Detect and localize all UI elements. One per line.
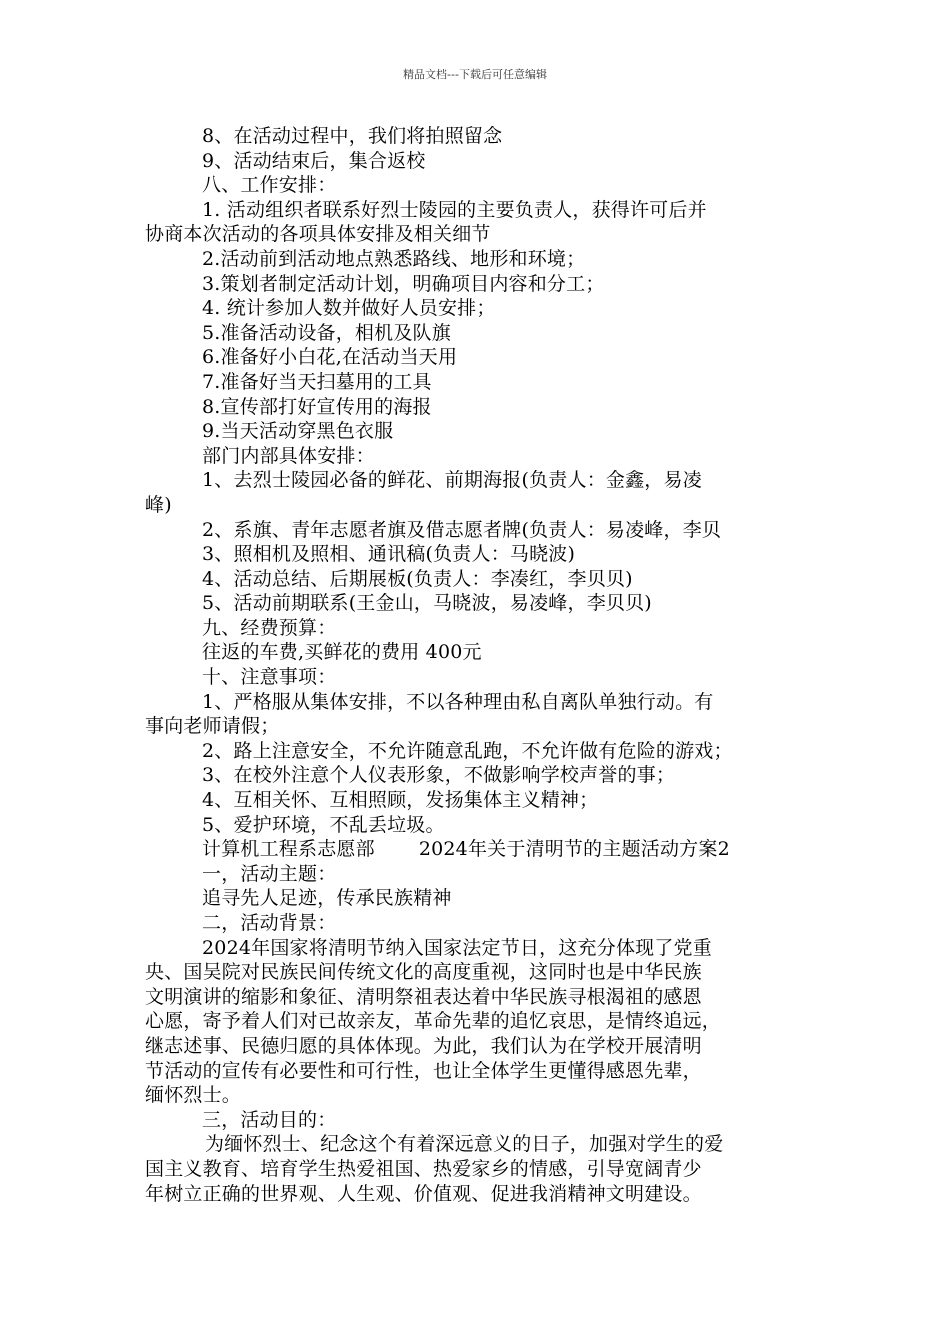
text-line: 事向老师请假；	[145, 715, 280, 738]
text-line: 国主义教育、培育学生热爱祖国、热爱家乡的情感，引导宽阔青少	[145, 1157, 702, 1180]
text-line: 缅怀烈士。	[145, 1084, 242, 1107]
text-line: 4、互相关怀、互相照顾，发扬集体主义精神；	[202, 789, 599, 812]
text-line: 心愿，寄予着人们对已故亲友，革命先辈的追忆哀思，是情终追远，	[145, 1010, 722, 1033]
text-line: 协商本次活动的各项具体安排及相关细节	[145, 223, 491, 246]
text-line: 峰)	[145, 493, 172, 516]
document-body	[145, 124, 815, 1206]
section-heading: 八、工作安排：	[202, 174, 337, 197]
document-title: 2024年关于清明节的主题活动方案2	[418, 838, 730, 861]
text-line: 4. 统计参加人数并做好人员安排；	[202, 297, 496, 320]
text-line: 5、爱护环境，不乱丢垃圾。	[202, 813, 445, 836]
section-heading: 九、经费预算：	[202, 616, 337, 639]
text-line: 2024年国家将清明节纳入国家法定节日，这充分体现了党重	[202, 936, 712, 959]
text-line: 年树立正确的世界观、人生观、价值观、促进我消精神文明建设。	[145, 1182, 702, 1205]
text-line: 1、去烈士陵园必备的鲜花、前期海报(负责人：金鑫，易凌	[202, 469, 702, 492]
text-line: 6.准备好小白花,在活动当天用	[202, 346, 458, 369]
text-line: 2、系旗、青年志愿者旗及借志愿者牌(负责人：易凌峰，李贝	[202, 518, 722, 541]
text-line: 往返的车费,买鲜花的费用 400元	[202, 641, 482, 664]
text-line: 1、严格服从集体安排，不以各种理由私自离队单独行动。有	[202, 690, 714, 713]
text-line: 4、活动总结、后期展板(负责人：李凑红，李贝贝)	[202, 567, 633, 590]
text-line: 节活动的宣传有必要性和可行性，也让全体学生更懂得感恩先辈，	[145, 1059, 702, 1082]
text-line: 8.宣传部打好宣传用的海报	[202, 395, 432, 418]
page-header: 精品文档---下载后可任意编辑	[403, 68, 547, 81]
text-line: 继志述事、民德归愿的具体体现。为此，我们认为在学校开展清明	[145, 1034, 702, 1057]
text-line: 9、活动结束后，集合返校	[202, 149, 426, 172]
text-line: 8、在活动过程中，我们将拍照留念	[202, 125, 503, 147]
section-heading: 十、注意事项：	[202, 666, 337, 689]
text-line: 追寻先人足迹，传承民族精神	[202, 887, 452, 910]
text-line: 为缅怀烈士、纪念这个有着深远意义的日子，加强对学生的爱	[205, 1133, 724, 1156]
section-heading: 三，活动目的：	[202, 1108, 337, 1131]
section-heading: 二，活动背景：	[202, 912, 337, 934]
text-line: 央、国吴院对民族民间传统文化的高度重视，这同时也是中华民族	[145, 961, 702, 984]
text-line: 3、在校外注意个人仪表形象，不做影响学校声誉的事；	[202, 764, 676, 787]
text-line: 5.准备活动设备，相机及队旗	[202, 321, 451, 344]
text-line: 7.准备好当天扫墓用的工具	[202, 370, 432, 393]
text-line: 2.活动前到活动地点熟悉路线、地形和环境；	[202, 247, 586, 270]
text-line: 2、路上注意安全，不允许随意乱跑，不允许做有危险的游戏；	[202, 739, 733, 762]
department-and-title-line	[145, 837, 815, 862]
text-line: 9.当天活动穿黑色衣服	[202, 420, 394, 443]
department-name: 计算机工程系志愿部	[202, 838, 375, 861]
text-line: 文明演讲的缩影和象征、清明祭祖表达着中华民族寻根渴祖的感恩	[145, 985, 702, 1008]
text-line: 3.策划者制定活动计划，明确项目内容和分工；	[202, 272, 605, 295]
section-heading: 部门内部具体安排：	[202, 444, 375, 467]
text-line: 5、活动前期联系(王金山，马晓波，易凌峰，李贝贝)	[202, 592, 652, 615]
section-heading: 一，活动主题：	[202, 862, 337, 885]
text-line: 3、照相机及照相、通讯稿(负责人：马晓波)	[202, 543, 576, 566]
text-line: 1. 活动组织者联系好烈士陵园的主要负责人，获得许可后并	[202, 198, 707, 221]
